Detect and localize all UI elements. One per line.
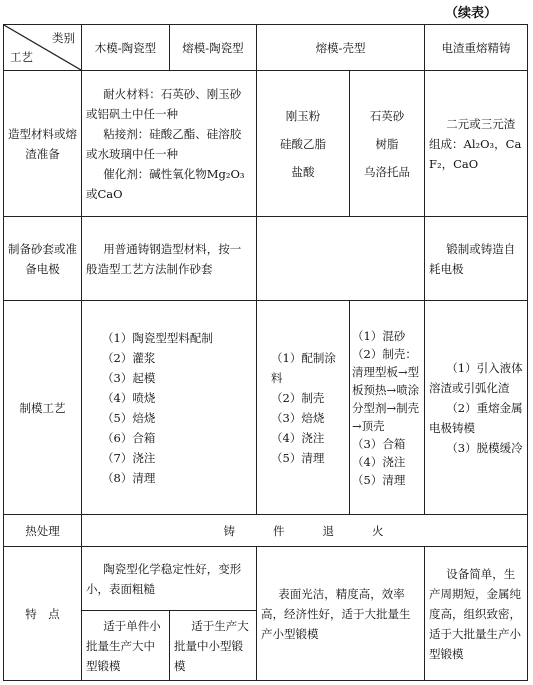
step-item: （4）喷烧 [102,390,156,405]
material-item: 树脂 [375,136,399,151]
mold-process-row [4,301,528,515]
step-item: （2）重熔金属电极铸模 [429,400,523,435]
step-item: （3）起模 [102,370,156,385]
step-item: （6）合箱 [102,430,156,445]
step-item: （5）清理 [352,472,406,487]
binder-text: 粘接剂：硅酸乙酯、硅溶胶或水玻璃中任一种 [86,126,242,161]
materials-row [4,71,528,217]
step-item: （1）配制涂料 [271,350,336,385]
features-ceramic-common-cell [82,547,257,611]
header-col-electroslag: 电渣重熔精铸 [425,25,528,71]
corner-bottom-label: 工艺 [10,50,33,64]
row-label-prep: 制备砂套或准备电极 [4,217,82,301]
row-label-mold-process: 制模工艺 [4,301,82,515]
prep-electroslag-cell [425,217,528,301]
header-col-investment-shell: 熔模-壳型 [257,25,425,71]
header-col-wood-ceramic: 木模-陶瓷型 [82,25,170,71]
materials-shell-left-cell [257,71,350,217]
header-col-investment-ceramic: 熔模-陶瓷型 [170,25,257,71]
step-item: （3）焙烧 [271,410,325,425]
step-item: （7）浇注 [102,450,156,465]
corner-header-cell [4,25,82,71]
heat-treatment-row [4,515,528,547]
mold-ceramic-cell [82,301,257,515]
heat-treatment-value: 铸件退火 [82,515,528,547]
ceramic-features-text: 陶瓷型化学稳定性好，变形小，表面粗糙 [86,561,242,596]
step-item: （3）合箱 [352,436,406,451]
row-label-heat-treatment: 热处理 [4,515,82,547]
shell-features-text: 表面光洁，精度高，效率高，经济性好，适于大批量生产小型锻模 [261,586,411,641]
step-item: （1）混砂 [352,328,406,343]
features-shell-cell [257,547,425,681]
materials-electroslag-cell [425,71,528,217]
step-item: （4）浇注 [271,430,325,445]
electroslag-features-text: 设备简单，生产周期短，金属纯度高，组织致密，适于大批量生产小型锻模 [429,566,522,661]
step-item: （5）清理 [271,450,325,465]
prep-row [4,217,528,301]
prep-shell-empty-cell [257,217,425,301]
electrode-text: 锻制或铸造自耗电极 [429,241,516,276]
mold-electroslag-cell [425,301,528,515]
step-item: （2）灌浆 [102,350,156,365]
step-item: （1）引入液体溶渣或引弧化渣 [429,360,523,395]
step-item: （1）陶瓷型型料配制 [102,330,213,345]
material-item: 盐酸 [291,164,315,179]
refractory-text: 耐火材料：石英砂、刚玉砂或铝矾土中任一种 [86,86,242,121]
header-row [4,25,528,71]
materials-ceramic-cell [82,71,257,217]
materials-shell-right-cell [350,71,425,217]
material-item: 石英砂 [369,108,405,123]
features-electroslag-cell [425,547,528,681]
investment-ceramic-features-text: 适于生产大批量中小型锻模 [174,618,249,673]
step-item: （5）焙烧 [102,410,156,425]
corner-top-label: 类别 [52,31,75,45]
step-item: （2）制壳：清理型板→型板预热→喷涂分型剂→制壳→顶壳 [352,346,420,433]
mold-shell-right-cell [350,301,425,515]
features-wood-cell [82,611,170,681]
material-item: 硅酸乙脂 [280,136,326,151]
sand-sleeve-text: 用普通铸钢造型材料，按一般造型工艺方法制作砂套 [86,241,242,276]
material-item: 刚玉粉 [285,108,321,123]
step-item: （3）脱模缓冷 [446,440,523,455]
wood-features-text: 适于单件小批量生产大中型锻模 [86,618,161,673]
slag-composition-text: 二元或三元渣组成：Al₂O₃，CaF₂，CaO [429,116,522,171]
prep-ceramic-cell [82,217,257,301]
row-label-materials: 造型材料或熔渣准备 [4,71,82,217]
mold-shell-left-cell [257,301,350,515]
row-label-features: 特 点 [4,547,82,681]
features-investment-ceramic-cell [170,611,257,681]
table-caption: （续表） [444,6,497,21]
process-comparison-table [3,24,528,681]
catalyst-text: 催化剂：碱性氧化物Mg₂O₃或CaO [86,166,245,201]
step-item: （4）浇注 [352,454,406,469]
step-item: （8）清理 [102,470,156,485]
features-row-top [4,547,528,611]
step-item: （2）制壳 [271,390,325,405]
material-item: 乌洛托品 [364,164,410,179]
